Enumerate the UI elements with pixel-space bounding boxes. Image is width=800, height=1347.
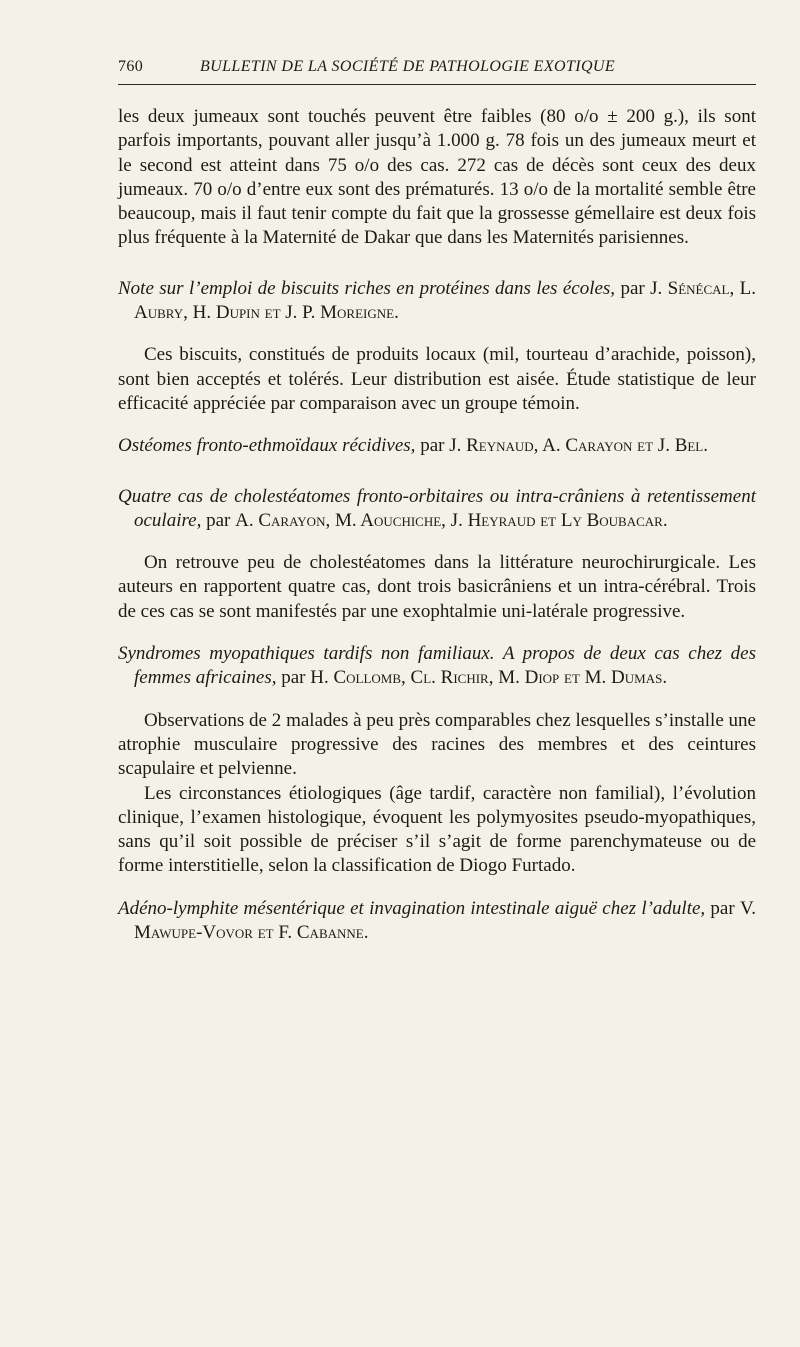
article-authors: J. Reynaud, A. Carayon et J. Bel.	[449, 435, 708, 457]
journal-title: BULLETIN DE LA SOCIÉTÉ DE PATHOLOGIE EXOTIQUE	[200, 58, 616, 75]
header-rule	[118, 84, 756, 85]
article-citation: Ostéomes fronto-ethmoïdaux récidives, par J. Reynaud, A. Carayon et J. Bel.	[118, 435, 708, 457]
article-citation: Adéno-lymphite mésentérique et invagination intestinale aiguë chez l’adulte, par V. Mawupe-Vovor et F. Cabanne.	[118, 897, 756, 944]
article-3	[118, 485, 756, 624]
article-title: Ostéomes fronto-ethmoïdaux récidives,	[118, 435, 416, 457]
page	[118, 58, 756, 945]
intro-paragraph: les deux jumeaux sont touchés peuvent être faibles (80 o/o ± 200 g.), ils sont parfois importants, pouvant aller jusqu’à 1.000 g. 78 fois un des jumeaux meurt et le second est atteint dans 75 o/o des cas. 272 cas de décès sont ceux des deux jumeaux. 70 o/o d’entre eux sont des prématurés. 13 o/o de la mortalité semble être beaucoup, mais il faut tenir compte du fait que la grossesse gémellaire est deux fois plus fréquente à la Maternité de Dakar que dans les Maternités parisiennes.	[118, 106, 756, 249]
page-number: 760	[118, 58, 144, 75]
article-abstract: On retrouve peu de cholestéatomes dans la littérature neurochirurgicale. Les auteurs en rapportent quatre cas, dont trois basicrâniens et un intra-cérébral. Trois de ces cas se sont manifestés par une exophtalmie uni-latérale progressive.	[118, 552, 756, 622]
article-authors: J. Sénécal, L. Aubry, H. Dupin et J. P. Moreigne.	[134, 277, 757, 324]
article-title: Quatre cas de cholestéatomes fronto-orbitaires ou intra-crâniens à retentissement oculaire,	[118, 485, 756, 531]
article-4	[118, 642, 756, 879]
article-title: Note sur l’emploi de biscuits riches en protéines dans les écoles,	[118, 277, 616, 299]
article-citation: Quatre cas de cholestéatomes fronto-orbitaires ou intra-crâniens à retentissement oculaire, par A. Carayon, M. Aouchiche, J. Heyraud et Ly Boubacar.	[118, 485, 756, 531]
article-citation: Syndromes myopathiques tardifs non familiaux. A propos de deux cas chez des femmes africaines, par H. Collomb, Cl. Richir, M. Diop et M. Dumas.	[118, 643, 756, 689]
article-abstract: Observations de 2 malades à peu près comparables chez lesquelles s’installe une atrophie musculaire progressive des racines des membres et des ceintures scapulaire et pelvienne.	[118, 709, 756, 780]
article-5	[118, 897, 756, 946]
article-authors: H. Collomb, Cl. Richir, M. Diop et M. Dumas.	[310, 667, 668, 689]
article-authors: V. Mawupe-Vovor et F. Cabanne.	[134, 897, 756, 944]
article-abstract: Les circonstances étiologiques (âge tardif, caractère non familial), l’évolution clinique, l’examen histologique, évoquent les polymyosites pseudo-myopathiques, sans qu’il soit possible de préciser s’il s’agit de forme parenchymateuse ou de forme interstitielle, selon la classification de Diogo Furtado.	[118, 782, 756, 877]
article-2	[118, 434, 756, 458]
running-header	[118, 58, 756, 82]
article-title: Syndromes myopathiques tardifs non familiaux. A propos de deux cas chez des femmes africaines,	[118, 643, 756, 689]
article-abstract: Ces biscuits, constitués de produits locaux (mil, tourteau d’arachide, poisson), sont bien acceptés et tolérés. Leur distribution est aisée. Étude statistique de leur efficacité appréciée par comparaison avec un groupe témoin.	[118, 344, 756, 414]
article-1	[118, 277, 756, 416]
article-title: Adéno-lymphite mésentérique et invagination intestinale aiguë chez l’adulte,	[118, 897, 706, 919]
article-authors: A. Carayon, M. Aouchiche, J. Heyraud et Ly Boubacar.	[235, 509, 668, 531]
article-citation: Note sur l’emploi de biscuits riches en protéines dans les écoles, par J. Sénécal, L. Aubry, H. Dupin et J. P. Moreigne.	[118, 277, 757, 324]
